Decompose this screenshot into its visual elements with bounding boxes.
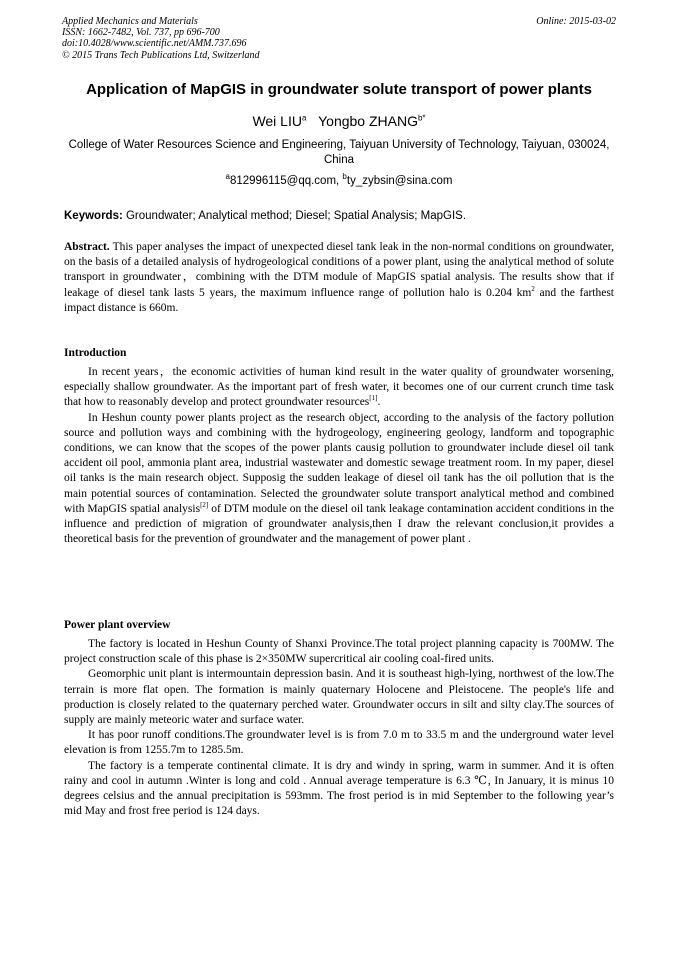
- intro-p1-text: In recent years，the economic activities of human kind result in the water quality of groundwater worsening, especially shallow groundwater. As the important part of fresh water, it becomes one of our current crunch time task that how to reasonably develop and protect groundwater resources: [64, 366, 614, 409]
- abstract-label: Abstract.: [64, 241, 110, 253]
- intro-p1-ref: [1]: [369, 394, 378, 403]
- introduction-paragraph-1: [64, 365, 614, 411]
- online-date: Online: 2015-03-02: [536, 16, 616, 27]
- email-1: 812996115@qq.com,: [229, 175, 343, 187]
- keywords-text: Groundwater; Analytical method; Diesel; Spatial Analysis; MapGIS.: [122, 210, 467, 222]
- abstract-sup: 2: [531, 284, 535, 293]
- keywords-line: [64, 209, 614, 224]
- overview-section: [64, 618, 614, 819]
- overview-paragraph-4: The factory is a temperate continental climate. It is dry and windy in spring, warm in summer. And it is often rainy and cool in autumn .Winter is long and cold . Annual average temperature is 6.3 ℃, In January, it is minus 10 degrees celsius and the annual precipitation is 593mm. The frost period is in mid September to the following year’s mid May and frost free period is 124 days.: [64, 759, 614, 818]
- overview-paragraph-2: Geomorphic unit plant is intermountain depression basin. And it is southeast high-lying, northwest of the low.The terrain is more flat open. The formation is mainly quaternary Holocene and Pleistocene. The people's life and production is closely related to the quaternary perched water. Groundwater occurs in silt and silty clay.The sources of supply are mainly meteoric water and surface water.: [64, 668, 614, 727]
- author-2-name: Yongbo ZHANG: [318, 113, 418, 129]
- journal-copyright: © 2015 Trans Tech Publications Ltd, Switzerland: [62, 49, 260, 61]
- journal-header: [62, 16, 616, 61]
- journal-name: Applied Mechanics and Materials: [62, 16, 198, 27]
- author-2-sup: b*: [417, 113, 426, 123]
- intro-p2-text-1: In Heshun county power plants project as the research object, according to the analysis of the factory pollution source and pollution ways and combining with the hydrogeology, engineering geology, landform and topographic conditions, we can know that the scopes of the power plants causig pollution to groundwater include diesel oil tank accident oil pool, ammonia plant area, industrial wastewater and domestic sewage treatment room. In my paper, diesel oil tanks is the main research object. Supposig the sudden leakage of diesel oil tank has the oil pollution that is the main potential sources of contamination. Selected the groundwater solute transport analytical method and combined with MapGIS spatial analysis: [64, 411, 614, 515]
- keywords-label: Keywords:: [64, 210, 123, 222]
- overview-paragraph-1: The factory is located in Heshun County of Shanxi Province.The total project planning capacity is 700MW. The project construction scale of this phase is 2×350MW supercritical air cooling coal-fired units.: [64, 638, 614, 666]
- authors-line: [40, 112, 638, 130]
- introduction-paragraph-2: [64, 411, 614, 548]
- introduction-section: [64, 346, 614, 547]
- intro-p1-end: .: [377, 396, 381, 409]
- author-1-sup: a: [301, 113, 307, 123]
- abstract-text-2: and the farthest impact distance is 660m.: [64, 286, 614, 314]
- email-1-sup: a: [225, 172, 230, 182]
- intro-p2-ref: [2]: [200, 501, 209, 509]
- paper-title: Application of MapGIS in groundwater solute transport of power plants: [86, 81, 592, 98]
- author-1-name: Wei LIU: [252, 113, 302, 129]
- email-2: ty_zybsin@sina.com: [346, 175, 453, 187]
- abstract-text-1: This paper analyses the impact of unexpected diesel tank leak in the non-normal conditions on groundwater, on the basis of a detailed analysis of hydrogeological conditions of a power plant, using the analytical method of solute transport in groundwater，combining with the DTM module of MapGIS spatial analysis. The results show that if leakage of diesel tank lasts 5 years, the maximum influence range of pollution halo is 0.204 km: [64, 241, 614, 299]
- overview-paragraph-3: It has poor runoff conditions.The groundwater level is is from 7.0 m to 33.5 m and the underground water level elevation is from 1255.7m to 1285.5m.: [64, 729, 614, 757]
- overview-heading: Power plant overview: [64, 619, 171, 631]
- email-line: [40, 174, 638, 189]
- journal-doi: doi:10.4028/www.scientific.net/AMM.737.696: [62, 38, 247, 50]
- introduction-heading: Introduction: [64, 347, 127, 359]
- affiliation: College of Water Resources Science and Engineering, Taiyuan University of Technology, Taiyuan, 030024, China: [68, 139, 610, 166]
- abstract: [64, 240, 614, 316]
- intro-p2-text-2: of DTM module on the diesel oil tank leakage contamination accident conditions in the influence and prediction of migration of groundwater analysis,then I draw the relevant conclusion,it provides a theoretical basis for the prevention of groundwater and the management of power plant .: [64, 502, 614, 546]
- journal-issn: ISSN: 1662-7482, Vol. 737, pp 696-700: [62, 27, 220, 39]
- email-2-sup: b: [342, 172, 347, 182]
